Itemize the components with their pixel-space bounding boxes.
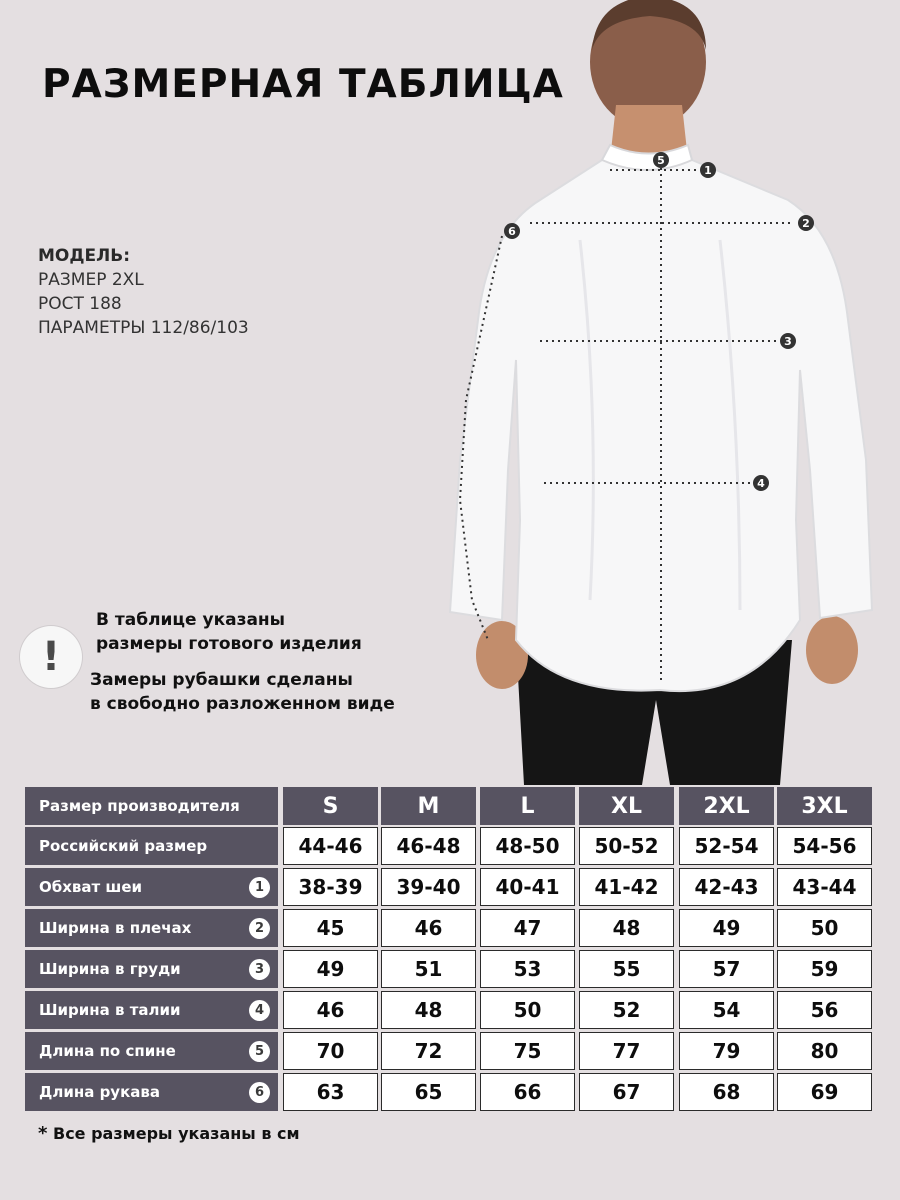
- table-cell: 79: [679, 1032, 774, 1070]
- table-cell: 47: [480, 909, 575, 947]
- table-cell: 56: [777, 991, 872, 1029]
- row-marker-badge: 4: [249, 1000, 270, 1021]
- row-marker-badge: 2: [249, 918, 270, 939]
- table-cell: 63: [283, 1073, 378, 1111]
- row-label: [25, 1032, 278, 1070]
- table-cell: 39-40: [381, 868, 476, 906]
- size-s: S: [283, 787, 378, 825]
- table-cell: 65: [381, 1073, 476, 1111]
- table-cell: 52-54: [679, 827, 774, 865]
- model-photo: [420, 0, 900, 785]
- size-3xl: 3XL: [777, 787, 872, 825]
- note-line-1: В таблице указаны: [96, 610, 286, 630]
- table-cell: 53: [480, 950, 575, 988]
- table-cell: 69: [777, 1073, 872, 1111]
- row-marker-badge: 6: [249, 1082, 270, 1103]
- model-height: РОСТ 188: [38, 294, 122, 314]
- table-cell: 46: [381, 909, 476, 947]
- model-heading: МОДЕЛЬ:: [38, 246, 130, 266]
- table-cell: 68: [679, 1073, 774, 1111]
- note-line-4: в свободно разложенном виде: [90, 694, 395, 714]
- table-cell: 40-41: [480, 868, 575, 906]
- marker-1-label: 1: [704, 164, 712, 177]
- table-cell: 43-44: [777, 868, 872, 906]
- table-cell: 41-42: [579, 868, 674, 906]
- table-cell: 42-43: [679, 868, 774, 906]
- shirt: [450, 160, 872, 691]
- row-label-text: Российский размер: [39, 837, 208, 855]
- row-label-text: Ширина в талии: [39, 1001, 181, 1019]
- model-params: ПАРАМЕТРЫ 112/86/103: [38, 318, 249, 338]
- row-label-text: Длина рукава: [39, 1083, 160, 1101]
- table-cell: 48-50: [480, 827, 575, 865]
- note-line-3: Замеры рубашки сделаны: [90, 670, 353, 690]
- table-cell: 57: [679, 950, 774, 988]
- model-size: РАЗМЕР 2XL: [38, 270, 144, 290]
- table-cell: 72: [381, 1032, 476, 1070]
- table-cell: 51: [381, 950, 476, 988]
- table-cell: 70: [283, 1032, 378, 1070]
- note-line-2: размеры готового изделия: [96, 634, 362, 654]
- table-cell: 46-48: [381, 827, 476, 865]
- table-cell: 38-39: [283, 868, 378, 906]
- table-cell: 49: [679, 909, 774, 947]
- model-info: [38, 244, 249, 340]
- marker-5-label: 5: [657, 154, 665, 167]
- page-title: РАЗМЕРНАЯ ТАБЛИЦА: [42, 62, 564, 107]
- marker-3-label: 3: [784, 335, 792, 348]
- row-label: [25, 1073, 278, 1111]
- footnote-text: Все размеры указаны в см: [53, 1124, 300, 1143]
- table-cell: 52: [579, 991, 674, 1029]
- table-cell: 67: [579, 1073, 674, 1111]
- row-label: [25, 868, 278, 906]
- table-cell: 59: [777, 950, 872, 988]
- row-label: [25, 991, 278, 1029]
- table-cell: 54-56: [777, 827, 872, 865]
- size-2xl: 2XL: [679, 787, 774, 825]
- table-cell: 50: [777, 909, 872, 947]
- table-header-label: Размер производителя: [25, 787, 278, 825]
- table-cell: 50-52: [579, 827, 674, 865]
- row-label: [25, 827, 278, 865]
- table-cell: 75: [480, 1032, 575, 1070]
- row-marker-badge: 5: [249, 1041, 270, 1062]
- row-label: [25, 950, 278, 988]
- table-cell: 46: [283, 991, 378, 1029]
- table-cell: 80: [777, 1032, 872, 1070]
- table-cell: 66: [480, 1073, 575, 1111]
- marker-4-label: 4: [757, 477, 765, 490]
- exclamation-mark: !: [41, 634, 61, 680]
- table-cell: 45: [283, 909, 378, 947]
- table-cell: 50: [480, 991, 575, 1029]
- row-label: [25, 909, 278, 947]
- row-label-text: Обхват шеи: [39, 878, 143, 896]
- table-cell: 48: [381, 991, 476, 1029]
- marker-2-label: 2: [802, 217, 810, 230]
- row-marker-badge: 3: [249, 959, 270, 980]
- table-cell: 77: [579, 1032, 674, 1070]
- row-label-text: Ширина в груди: [39, 960, 181, 978]
- right-hand: [806, 616, 858, 684]
- exclamation-icon: [20, 626, 82, 688]
- table-cell: 54: [679, 991, 774, 1029]
- table-cell: 44-46: [283, 827, 378, 865]
- asterisk: *: [38, 1123, 48, 1144]
- note-measurement-method: [90, 668, 395, 716]
- row-label-text: Ширина в плечах: [39, 919, 192, 937]
- size-m: M: [381, 787, 476, 825]
- footnote: [38, 1123, 300, 1144]
- table-cell: 49: [283, 950, 378, 988]
- size-xl: XL: [579, 787, 674, 825]
- size-l: L: [480, 787, 575, 825]
- note-finished-sizes: [96, 608, 362, 656]
- table-cell: 48: [579, 909, 674, 947]
- table-cell: 55: [579, 950, 674, 988]
- row-marker-badge: 1: [249, 877, 270, 898]
- row-label-text: Длина по спине: [39, 1042, 176, 1060]
- marker-6-label: 6: [508, 225, 516, 238]
